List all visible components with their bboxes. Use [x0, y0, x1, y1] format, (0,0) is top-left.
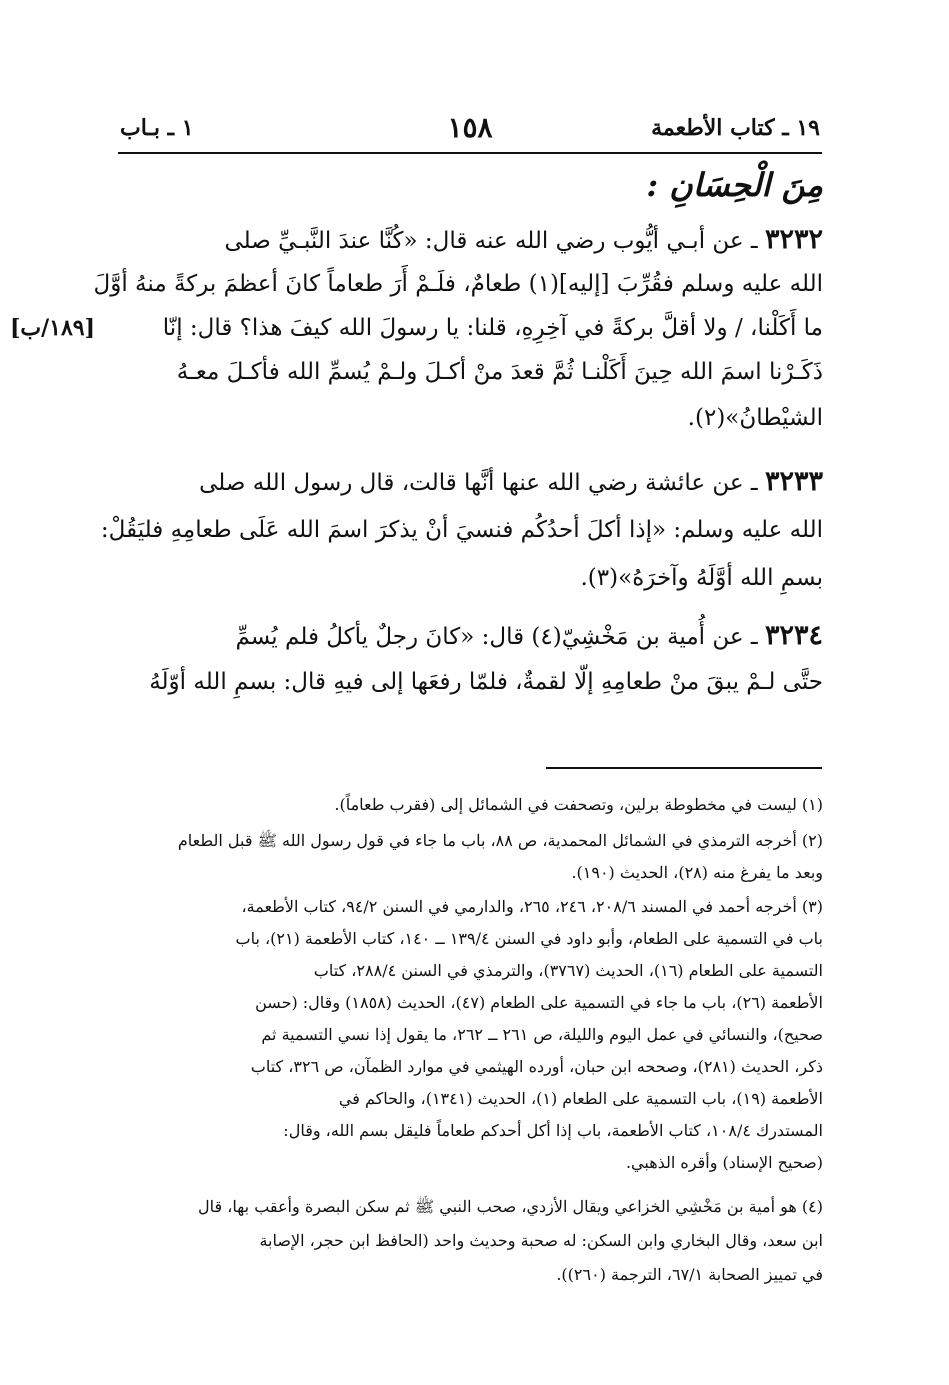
footnote-rule	[546, 767, 822, 769]
hadith-3233-line-3: بسمِ الله أوَّلَهُ وآخرَهُ»(٣).	[580, 565, 823, 591]
footnote-2-line-2: وبعد ما يفرغ منه (٢٨)، الحديث (١٩٠).	[571, 863, 823, 882]
hadith-3233-line-1: ٣٢٣٣ ـ عن عائشة رضي الله عنها أنَّها قالت، قال رسول الله صلى	[199, 466, 823, 497]
chapter-title: ١٩ ـ كتاب الأطعمة	[651, 115, 820, 141]
footnote-4-line-1: (٤) هو أمية بن مَخْشِي الخزاعي ويقال الأزدي، صحب النبي ﷺ ثم سكن البصرة وأعقب بها، قال	[198, 1197, 823, 1216]
section-title: ١ ـ بـاب	[120, 115, 194, 141]
footnote-3-line-3: التسمية على الطعام (١٦)، الحديث (٣٧٦٧)، والترمذي في السنن ٢٨٨/٤، كتاب	[313, 961, 823, 980]
footnote-3-line-1: (٣) أخرجه أحمد في المسند ٢٠٨/٦، ٢٤٦، ٢٦٥، والدارمي في السنن ٩٤/٢، كتاب الأطعمة،	[241, 897, 823, 916]
page-number: ١٥٨	[447, 111, 493, 144]
hadith-number: ٣٢٣٣	[764, 466, 823, 497]
footnote-3-line-7: الأطعمة (١٩)، باب التسمية على الطعام (١)، الحديث (١٣٤١)، والحاكم في	[338, 1089, 823, 1108]
hadith-3232-line-1: ٣٢٣٢ ـ عن أبـي أيُّوب رضي الله عنه قال: «كُنَّا عندَ النَّبـيِّ صلى	[224, 224, 823, 255]
manuscript-folio-reference: [١٨٩/ب]	[10, 315, 96, 341]
hadith-number: ٣٢٣٤	[764, 620, 823, 651]
hadith-number: ٣٢٣٢	[764, 224, 823, 255]
header-rule	[118, 152, 822, 154]
footnote-4-line-2: ابن سعد، وقال البخاري وابن السكن: له صحبة وحديث واحد (الحافظ ابن حجر، الإصابة	[259, 1231, 823, 1250]
hadith-3234-line-1: ٣٢٣٤ ـ عن أُمية بن مَخْشِيّ(٤) قال: «كانَ رجلٌ يأكلُ فلم يُسمِّ	[235, 620, 823, 651]
footnote-3-line-6: ذكر، الحديث (٢٨١)، وصححه ابن حبان، أورده الهيثمي في موارد الظمآن، ص ٣٢٦، كتاب	[250, 1057, 823, 1076]
hadith-3232-line-3: ما أَكَلْنا، / ولا أقلَّ بركةً في آخِرِهِ، قلنا: يا رسولَ الله كيفَ هذا؟ قال: إنّا	[162, 315, 823, 341]
footnote-4-line-3: في تمييز الصحابة ٦٧/١، الترجمة (٢٦٠)).	[556, 1265, 823, 1284]
hadith-3232-line-4: ذَكَـرْنا اسمَ الله حِينَ أَكَلْنـا ثُمَّ قعدَ منْ أكـلَ ولـمْ يُسمِّ الله فأكـلَ معـهُ	[176, 359, 823, 385]
hadith-3232-line-2: الله عليه وسلم فقُرِّبَ [إليه](١) طعامٌ، فلَـمْ أَرَ طعاماً كانَ أعظمَ بركةً منهُ أوَّلَ	[93, 271, 823, 297]
footnote-3-line-8: المستدرك ١٠٨/٤، كتاب الأطعمة، باب إذا أكل أحدكم طعاماً فليقل بسم الله، وقال:	[283, 1121, 823, 1140]
footnote-3-line-5: صحيح)، والنسائي في عمل اليوم والليلة، ص ٢٦١ ــ ٢٦٢، ما يقول إذا نسي التسمية ثم	[261, 1025, 823, 1044]
section-heading: مِنَ الْحِسَانِ :	[646, 166, 823, 204]
footnote-3-line-2: باب في التسمية على الطعام، وأبو داود في السنن ١٣٩/٤ ــ ١٤٠، كتاب الأطعمة (٢١)، باب	[235, 929, 823, 948]
footnote-2-line-1: (٢) أخرجه الترمذي في الشمائل المحمدية، ص ٨٨، باب ما جاء في قول رسول الله ﷺ قبل الطعام	[177, 831, 823, 850]
footnote-1: (١) ليست في مخطوطة برلين، وتصحفت في الشمائل إلى (فقرب طعاماً).	[334, 795, 823, 814]
hadith-3233-line-2: الله عليه وسلم: «إذا أكلَ أحدُكُم فنسيَ أنْ يذكرَ اسمَ الله عَلَى طعامِهِ فليَقُلْ:	[100, 517, 823, 543]
footnote-3-line-9: (صحيح الإسناد) وأقره الذهبي.	[625, 1153, 823, 1172]
hadith-3232-line-5: الشيْطانُ»(٢).	[687, 405, 823, 431]
running-header	[120, 108, 820, 148]
footnote-3-line-4: الأطعمة (٢٦)، باب ما جاء في التسمية على الطعام (٤٧)، الحديث (١٨٥٨) وقال: (حسن	[255, 993, 823, 1012]
hadith-3234-line-2: حتَّى لـمْ يبقَ منْ طعامِهِ إلّا لقمةٌ، فلمّا رفعَها إلى فيهِ قال: بسمِ الله أوّلَهُ	[149, 669, 823, 695]
